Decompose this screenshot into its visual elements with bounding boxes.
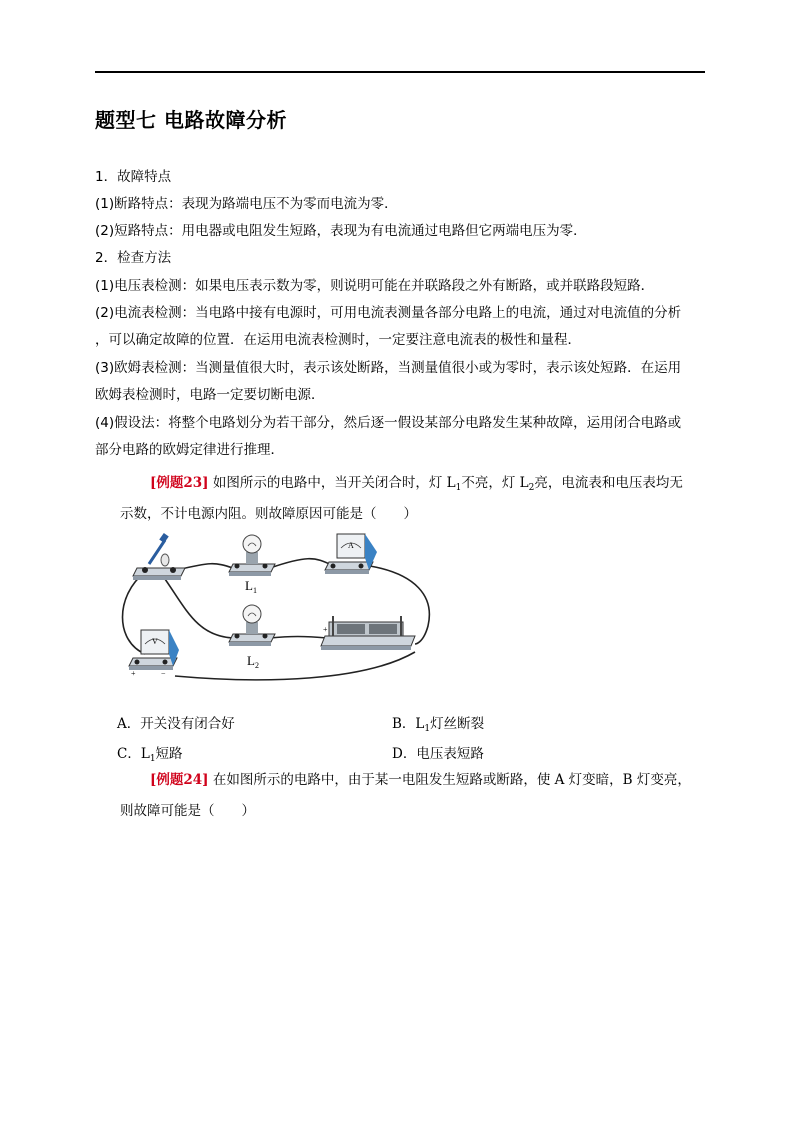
s1-para-1: (1)断路特点：表现为路端电压不为零而电流为零． — [95, 196, 398, 212]
switch-icon — [133, 533, 185, 580]
lamp-l1-label: $L_1$ — [245, 578, 257, 595]
section-title: 题型七 电路故障分析 — [95, 108, 287, 132]
lamp-l2-label: $L_2$ — [247, 653, 259, 670]
s1-para-2: (2)短路特点：用电器或电阻发生短路，表现为有电流通过电路但它两端电压为零． — [95, 223, 587, 239]
s2-para-4a: (4)假设法：将整个电路划分为若干部分，然后逐一假设某部分电路发生某种故障，运用闭合电路或 — [95, 415, 682, 431]
battery-icon — [321, 616, 415, 650]
voltmeter-label: V — [152, 637, 158, 646]
example23-question-line1: [例题23] 如图所示的电路中，当开关闭合时，灯 $L_1$不亮，灯 $L_2$亮，电流表和电压表均无 — [150, 475, 683, 493]
option-b[interactable]: B．$L_1$灯丝断裂 — [392, 716, 485, 734]
s1-heading: 1．故障特点 — [95, 169, 172, 185]
lamp-l1-icon — [229, 535, 275, 576]
header-rule — [95, 71, 705, 73]
example23-question-line2: 示数，不计电源内阻。则故障原因可能是（ ） — [120, 506, 417, 522]
s2-para-2a: (2)电流表检测：当电路中接有电源时，可用电流表测量各部分电路上的电流，通过对电流值的分析 — [95, 305, 682, 321]
battery-plus: + — [323, 625, 328, 634]
s2-para-1: (1)电压表检测：如果电压表示数为零，则说明可能在并联路段之外有断路，或并联路段短路． — [95, 278, 655, 294]
s2-heading: 2．检查方法 — [95, 250, 172, 266]
option-a[interactable]: A．开关没有闭合好 — [117, 716, 235, 732]
example23-tag: [例题23] — [150, 475, 209, 491]
s2-para-3a: (3)欧姆表检测：当测量值很大时，表示该处断路，当测量值很小或为零时，表示该处短路．在运用 — [95, 360, 682, 376]
s2-para-2b: ，可以确定故障的位置．在运用电流表检测时，一定要注意电流表的极性和量程． — [95, 332, 581, 348]
example24-question-line2: 则故障可能是（ ） — [120, 803, 255, 819]
voltmeter-minus: − — [161, 669, 166, 678]
voltmeter-plus: + — [131, 669, 136, 678]
option-d[interactable]: D．电压表短路 — [392, 746, 484, 762]
voltmeter-icon — [129, 630, 179, 670]
lamp-l2-icon — [229, 605, 275, 646]
ammeter-icon — [325, 534, 377, 574]
example24-question-line1: [例题24] 在如图所示的电路中，由于某一电阻发生短路或断路，使 A 灯变暗，B 灯变亮， — [150, 772, 691, 788]
ammeter-label: A — [348, 541, 354, 550]
example24-tag: [例题24] — [150, 772, 209, 788]
s2-para-3b: 欧姆表检测时，电路一定要切断电源． — [95, 387, 325, 403]
circuit-diagram — [115, 526, 445, 690]
option-c[interactable]: C．$L_1$短路 — [117, 746, 183, 764]
s2-para-4b: 部分电路的欧姆定律进行推理． — [95, 442, 284, 458]
